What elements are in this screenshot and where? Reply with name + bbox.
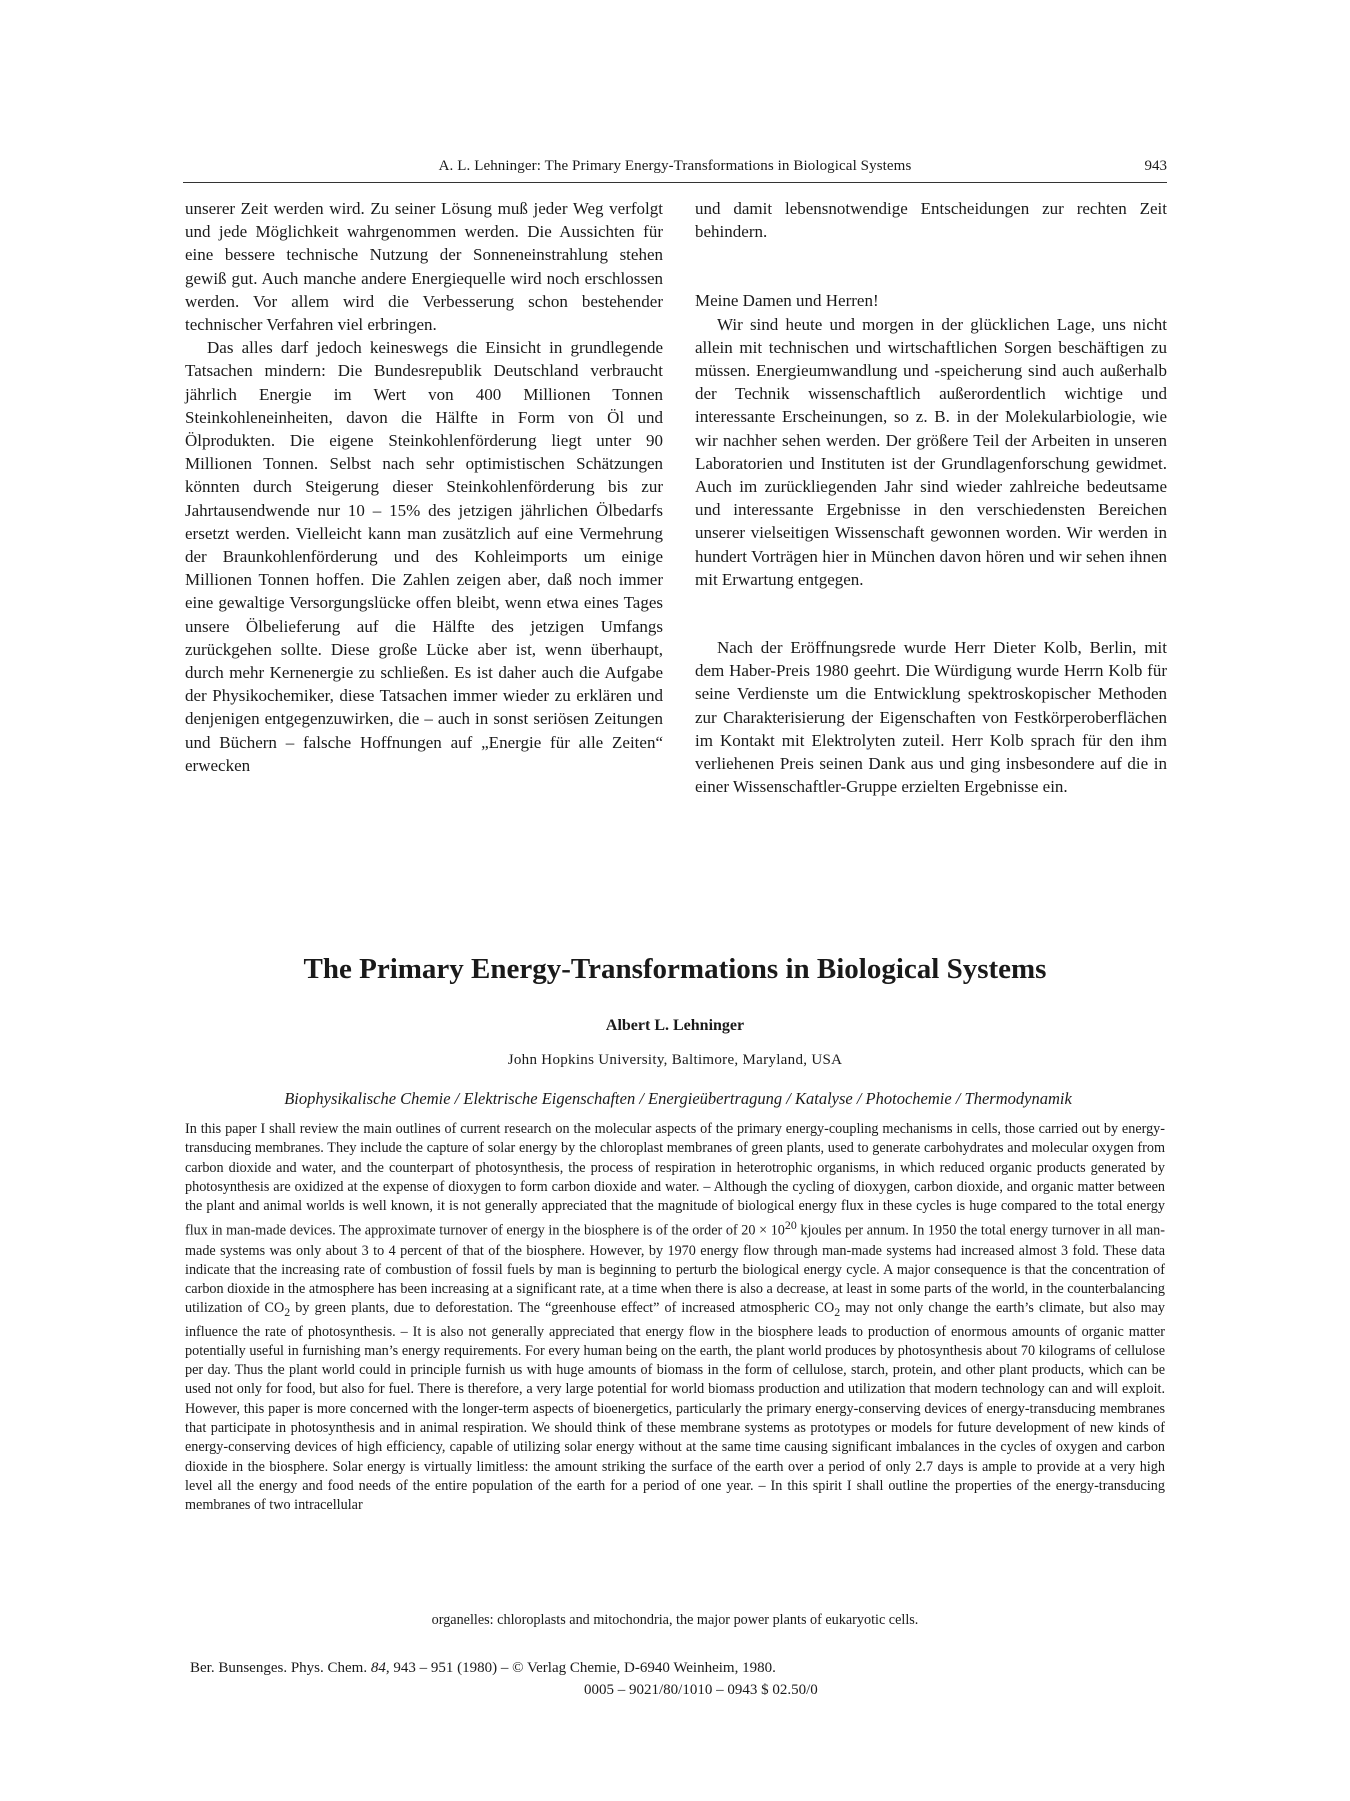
exponent: 20 (784, 1218, 797, 1233)
citation-journal: Ber. Bunsenges. Phys. Chem. (190, 1660, 371, 1676)
subscript: 2 (834, 1305, 841, 1320)
article-title: The Primary Energy-Transformations in Biological Systems (303, 953, 1047, 985)
author-name: Albert L. Lehninger (605, 1017, 745, 1034)
subscript: 2 (284, 1305, 291, 1320)
left-column (185, 197, 663, 777)
keywords: Biophysikalische Chemie / Elektrische Eigenschaften / Energieübertragung / Katalyse / Photochemie / Thermodynamik (284, 1089, 1072, 1108)
salutation: Meine Damen und Herren! (695, 291, 879, 311)
citation-details: , 943 – 951 (1980) – © Verlag Chemie, D-6940 Weinheim, 1980. (385, 1660, 776, 1676)
left-paragraph-2: Das alles darf jedoch keineswegs die Einsicht in grundlegende Tatsachen mindern: Die Bundesrepublik Deutschland verbraucht jährlich Energie im Wert von 400 Millionen Tonnen Steinkohleneinheiten, davon die Hälfte in Form von Öl und Ölprodukten. Die eigene Steinkohlenförderung liegt unter 90 Millionen Tonnen. Selbst nach sehr optimistischen Schätzungen könnten durch Steigerung dieser Steinkohlenförderung bis zur Jahrtausendwende nur 10 – 15% des jetzigen jährlichen Ölbedarfs ersetzt werden. Vielleicht kann man zusätzlich auf eine Vermehrung der Braunkohlenförderung und des Kohleimports um einige Millionen Tonnen hoffen. Die Zahlen zeigen aber, daß noch immer eine gewaltige Versorgungslücke offen bleibt, wenn etwa eines Tages unsere Ölbelieferung auf die Hälfte des jetzigen Umfangs zurückgehen sollte. Diese große Lücke aber ist, wenn überhaupt, durch mehr Kernenergie zu schließen. Es ist daher auch die Aufgabe der Physikochemiker, diese Tatsachen immer wieder zu erklären und denjenigen entgegenzuwirken, die – auch in sonst seriösen Zeitungen und Büchern – falsche Hoffnungen auf „Energie für alle Zeiten“ erwecken (185, 338, 663, 775)
running-title: A. L. Lehninger: The Primary Energy-Transformations in Biological Systems (438, 158, 912, 174)
right-column (695, 197, 1167, 798)
abstract-last-line: organelles: chloroplasts and mitochondria, the major power plants of eukaryotic cells. (431, 1612, 919, 1628)
running-header (183, 156, 1167, 183)
citation (190, 1660, 776, 1677)
citation-volume: 84 (370, 1660, 386, 1676)
abstract-text-4: may not only change the earth’s climate, but also may influence the rate of photosynthesis. – It is also not generally appreciated that energy flow in the biosphere leads to production of enormous amounts of organic matter potentially useful in furnishing man’s energy requirements. For every human being on the earth, the plant world produces by photosynthesis about 70 kilograms of cellulose per day. Thus the plant world could in principle furnish us with huge amounts of biomass in the form of cellulose, starch, protein, and other plant products, which can be used not only for food, but also for fuel. There is therefore, a very large potential for world biomass production and utilization that modern technology can and will exploit. However, this paper is more concerned with the longer-term aspects of bioenergetics, particularly the primary energy-conserving devices of energy-transducing membranes that participate in photosynthesis and in animal respiration. We should think of these membrane systems as prototypes or models for future development of new kinds of energy-conserving devices of high efficiency, capable of utilizing solar energy without at the same time causing significant imbalances in the cycles of oxygen and carbon dioxide in the biosphere. Solar energy is virtually limitless: the amount striking the surface of the earth over a period of only 2.7 days is ample to provide at a very high level all the energy and food needs of the entire population of the earth for a period of one year. – In this spirit I shall outline the properties of the energy-transducing membranes of two intracellular (185, 1300, 1165, 1514)
right-paragraph-1: und damit lebensnotwendige Entscheidungen zur rechten Zeit behindern. (695, 199, 1167, 242)
abstract-text-1: In this paper I shall review the main outlines of current research on the molecular aspects of the primary energy-coupling mechanisms in cells, those carried out by energy-transducing membranes. They include the capture of solar energy by the chloroplast membranes of green plants, used to generate carbohydrates and molecular oxygen from carbon dioxide and water, and the counterpart of photosynthesis, the process of respiration in heterotrophic organisms, in which reduced organic products generated by photosynthesis are oxidized at the expense of dioxygen to form carbon dioxide and water. – Although the cycling of dioxygen, carbon dioxide, and organic matter between the plant and animal worlds is well known, it is not generally appreciated that the magnitude of biological energy flux in these cycles is huge compared to the total energy flux in man-made devices. The approximate turnover of energy in the biosphere is of the order of 20 × 10 (185, 1121, 1165, 1240)
author-affiliation: John Hopkins University, Baltimore, Maryland, USA (507, 1052, 843, 1068)
page-number: 943 (1144, 158, 1167, 174)
issn-line: 0005 – 9021/80/1010 – 0943 $ 02.50/0 (584, 1682, 818, 1698)
right-paragraph-2: Wir sind heute und morgen in der glücklichen Lage, uns nicht allein mit technischen und wirtschaftlichen Sorgen beschäftigen zu müssen. Energieumwandlung und -speicherung sind auch außerhalb der Technik wissenschaftlich außerordentlich wichtige und interessante Erscheinungen, so z. B. in der Molekularbiologie, wie wir nachher sehen werden. Der größere Teil der Arbeiten in unseren Laboratorien und Instituten ist der Grundlagenforschung gewidmet. Auch im zurückliegenden Jahr sind wieder zahlreiche bedeutsame und interessante Ergebnisse in den verschiedensten Bereichen unserer vielseitigen Wissenschaft gewonnen worden. Wir werden in hundert Vorträgen hier in München davon hören und wir sehen ihnen mit Erwartung entgegen. (695, 314, 1167, 589)
abstract-text-3: by green plants, due to deforestation. The “greenhouse effect” of increased atmospheric CO (290, 1300, 835, 1317)
abstract-text-2: kjoules per annum. In 1950 the total energy turnover in all man-made systems was only about 3 to 4 percent of that of the biosphere. However, by 1970 energy flow through man-made systems had increased almost 3 fold. These data indicate that the increasing rate of combustion of fossil fuels by man is beginning to perturb the biological energy cycle. A major consequence is that the concentration of carbon dioxide in the atmosphere has been increasing at a significant rate, at a time when there is also a decrease, at least in some parts of the world, in the counterbalancing utilization of CO (185, 1223, 1165, 1317)
abstract (185, 1120, 1165, 1516)
left-paragraph-1: unserer Zeit werden wird. Zu seiner Lösung muß jeder Weg verfolgt und jede Möglichkeit wahrgenommen werden. Die Aussichten für eine bessere technische Nutzung der Sonneneinstrahlung stehen gewiß gut. Auch manche andere Energiequelle wird noch erschlossen werden. Vor allem wird die Verbesserung schon bestehender technischer Verfahren viel erbringen. (185, 199, 663, 335)
right-paragraph-3: Nach der Eröffnungsrede wurde Herr Dieter Kolb, Berlin, mit dem Haber-Preis 1980 geehrt. Die Würdigung wurde Herrn Kolb für seine Verdienste um die Entwicklung spektroskopischer Methoden zur Charakterisierung der Eigenschaften von Festkörperoberflächen im Kontakt mit Elektrolyten zuteil. Herr Kolb sprach für den ihm verliehenen Preis seinen Dank aus und ging insbesondere auf die in einer Wissenschaftler-Gruppe erzielten Ergebnisse ein. (695, 638, 1167, 797)
